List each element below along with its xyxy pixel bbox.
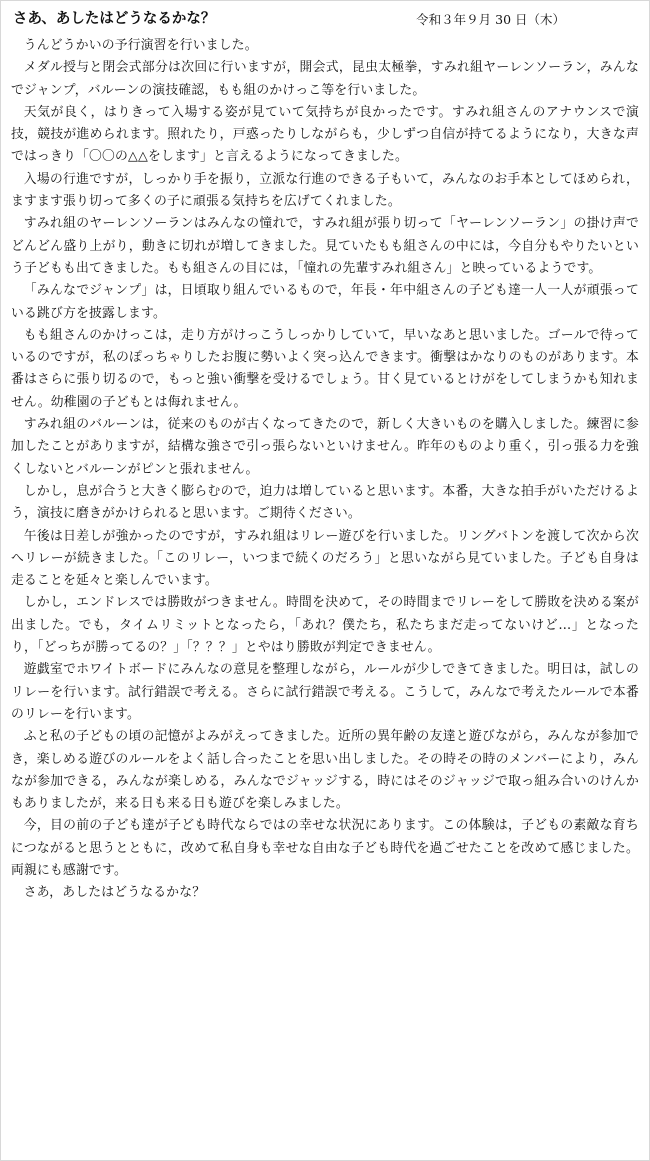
paragraph: もも組さんのかけっこは，走り方がけっこうしっかりしていて，早いなあと思いました。ゴールで待っているのですが，私のぽっちゃりしたお腹に勢いよく突っ込んできます。衝撃はかなりのものがあります。本番はさらに張り切るので，もっと強い衝撃を受けるでしょう。甘く見ているとけがをしてしまうかも知れません。幼稚園の子どもとは侮れません。 <box>11 327 639 410</box>
paragraph: 天気が良く，はりきって入場する姿が見ていて気持ちが良かったです。すみれ組さんのアナウンスで演技，競技が進められます。照れたり，戸惑ったりしながらも，少しずつ自信が持てるようになり，大きな声ではっきり「〇〇の△△をします」と言えるようになってきました。 <box>11 104 639 165</box>
paragraph: ふと私の子どもの頃の記憶がよみがえってきました。近所の異年齢の友達と遊びながら，みんなが参加でき，楽しめる遊びのルールをよく話し合ったことを思い出しました。その時その時のメンバーにより，みんなが参加できる，みんなが楽しめる，みんなでジャッジする，時にはそのジャッジで取っ組み合いのけんかもありましたが，来る日も来る日も遊びを楽しみました。 <box>11 729 639 812</box>
paragraph: すみれ組のヤーレンソーランはみんなの憧れで，すみれ組が張り切って「ヤーレンソーラン」の掛け声でどんどん盛り上がり，動きに切れが増してきました。見ていたもも組さんの中には，今自分もやりたいという子どもも出てきました。もも組さんの目には，「憧れの先輩すみれ組さん」と映っているようです。 <box>11 216 639 276</box>
paragraph: 遊戯室でホワイトボードにみんなの意見を整理しながら，ルールが少しできてきました。明日は，試しのリレーを行います。試行錯誤で考える。さらに試行錯誤で考える。こうして，みんなで考えたルールで本番のリレーを行います。 <box>11 662 639 722</box>
paragraph: さあ，あしたはどうなるかな？ <box>23 885 206 901</box>
paragraph: 入場の行進ですが，しっかり手を振り，立派な行進のできる子もいて，みんなのお手本としてほめられ，ますます張り切って多くの子に頑張る気持ちを広げてくれました。 <box>11 171 639 210</box>
paragraph: しかし，息が合うと大きく膨らむので，迫力は増していると思います。本番，大きな拍手がいただけるよう，演技に磨きがかけられると思います。ご期待ください。 <box>11 483 639 522</box>
paragraph: 「みんなでジャンプ」は，日頃取り組んでいるもので，年長・年中組さんの子ども達一人一人が頑張っている跳び方を披露します。 <box>11 283 639 321</box>
document-title: さあ、あしたはどうなるかな？ <box>13 11 216 27</box>
document-header <box>11 9 639 35</box>
paragraph: すみれ組のバルーンは，従来のものが古くなってきたので，新しく大きいものを購入しました。練習に参加したことがありますが，結構な強さで引っ張らないといけません。昨年のものより重く，引っ張る力を強くしないとバルーンがピンと張れません。 <box>11 417 639 477</box>
paragraph: メダル授与と閉会式部分は次回に行いますが，開会式，昆虫太極拳，すみれ組ヤーレンソーラン，みんなでジャンプ，バルーンの演技確認，もも組のかけっこ等を行いました。 <box>11 60 639 98</box>
paragraph: 今，目の前の子ども達が子ども時代ならではの幸せな状況にあります。この体験は，子どもの素敵な育ちにつながると思うとともに，改めて私自身も幸せな自由な子ども時代を過ごせたことを改めて感じました。両親にも感謝です。 <box>11 818 639 878</box>
paragraph: しかし，エンドレスでは勝敗がつきません。時間を決めて，その時間までリレーをして勝敗を決める案が出ました。でも，タイムリミットとなったら，「あれ？僕たち，私たちまだ走ってないけど…」となったり，「どっちが勝ってるの？」「？？？」とやはり勝敗が判定できません。 <box>11 595 639 656</box>
paragraph: 午後は日差しが強かったのですが，すみれ組はリレー遊びを行いました。リングバトンを渡して次から次へリレーが続きました。「このリレー，いつまで続くのだろう」と思いながら見ていました。子ども自身は走ることを延々と楽しんでいます。 <box>11 528 639 589</box>
paragraph: うんどうかいの予行演習を行いました。 <box>23 38 258 53</box>
document-body <box>11 35 639 905</box>
document-date: 令和３年９月 30 日（木） <box>416 12 565 27</box>
